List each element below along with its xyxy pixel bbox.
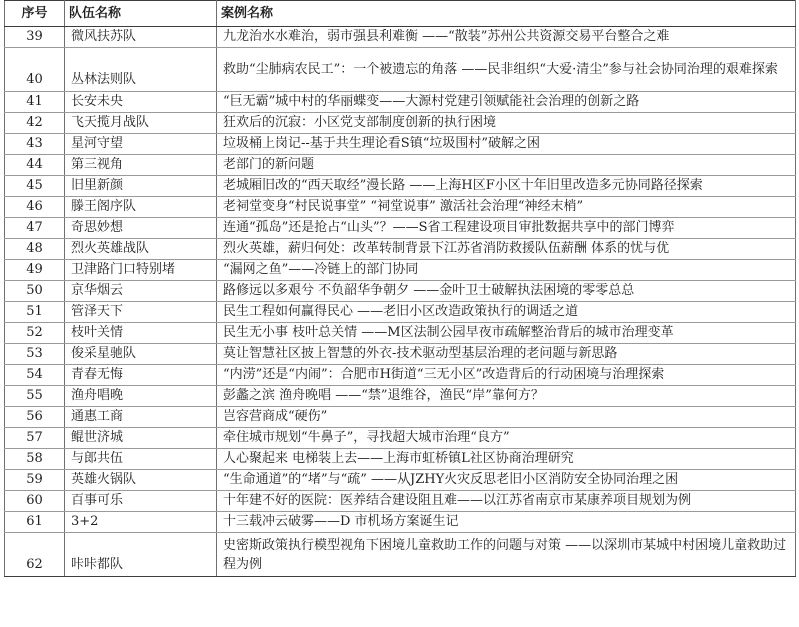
table-row: [5, 323, 796, 344]
table-row: [5, 386, 796, 407]
row-case-name: 老城厢旧改的“西天取经”漫长路 ——上海H区F小区十年旧里改造多元协同路径探索: [217, 176, 796, 197]
row-case-name: “漏网之鱼”——冷链上的部门协同: [217, 260, 796, 281]
table-row: [5, 407, 796, 428]
row-team-name: 百事可乐: [65, 491, 217, 512]
table-row: [5, 470, 796, 491]
row-number: 50: [5, 281, 65, 302]
row-number: 57: [5, 428, 65, 449]
row-number: 45: [5, 176, 65, 197]
row-case-name: 彭蠡之滨 渔舟晚唱 ——“禁”退维谷，渔民“岸”靠何方？: [217, 386, 796, 407]
row-team-name: 飞天揽月战队: [65, 113, 217, 134]
row-number: 44: [5, 155, 65, 176]
row-team-name: 星河守望: [65, 134, 217, 155]
row-team-name: 咔咔都队: [65, 533, 217, 577]
row-case-name: “生命通道”的“堵”与“疏” ——从JZHY火灾反思老旧小区消防安全协同治理之困: [217, 470, 796, 491]
table-body: [5, 27, 796, 577]
row-number: 42: [5, 113, 65, 134]
table-row: [5, 491, 796, 512]
table-row: [5, 281, 796, 302]
row-case-name: 人心聚起来 电梯装上去——上海市虹桥镇L社区协商治理研究: [217, 449, 796, 470]
table-row: [5, 48, 796, 92]
row-team-name: 第三视角: [65, 155, 217, 176]
row-number: 52: [5, 323, 65, 344]
row-number: 54: [5, 365, 65, 386]
row-team-name: 烈火英雄战队: [65, 239, 217, 260]
row-team-name: 卫津路门口特别堵: [65, 260, 217, 281]
table-row: [5, 533, 796, 577]
row-number: 59: [5, 470, 65, 491]
row-case-name: 民生无小事 枝叶总关情 ——M区法制公园早夜市疏解整治背后的城市治理变革: [217, 323, 796, 344]
row-team-name: 旧里新颜: [65, 176, 217, 197]
table-row: [5, 218, 796, 239]
row-number: 61: [5, 512, 65, 533]
table-row: [5, 92, 796, 113]
row-case-name: 史密斯政策执行模型视角下困境儿童救助工作的问题与对策 ——以深圳市某城中村困境儿童救助过程为例: [217, 533, 796, 577]
row-number: 58: [5, 449, 65, 470]
table-row: [5, 302, 796, 323]
table-row: [5, 428, 796, 449]
row-team-name: 鲲世济城: [65, 428, 217, 449]
table-row: [5, 260, 796, 281]
table-row: [5, 113, 796, 134]
row-number: 56: [5, 407, 65, 428]
row-number: 51: [5, 302, 65, 323]
row-case-name: “内涝”还是“内闹”：合肥市H街道“三无小区”改造背后的行动困境与治理探索: [217, 365, 796, 386]
row-number: 43: [5, 134, 65, 155]
row-number: 40: [5, 48, 65, 92]
table-row: [5, 512, 796, 533]
row-number: 53: [5, 344, 65, 365]
row-team-name: 奇思妙想: [65, 218, 217, 239]
row-case-name: “巨无霸”城中村的华丽蝶变——大源村党建引领赋能社会治理的创新之路: [217, 92, 796, 113]
row-team-name: 与郎共伍: [65, 449, 217, 470]
table-row: [5, 344, 796, 365]
row-team-name: 青春无悔: [65, 365, 217, 386]
row-case-name: 九龙治水水难治，弱市强县利难衡 ——“散装”苏州公共资源交易平台整合之难: [217, 27, 796, 48]
table-row: [5, 365, 796, 386]
row-case-name: 十三载冲云破雾——D 市机场方案诞生记: [217, 512, 796, 533]
table-row: [5, 176, 796, 197]
row-case-name: 莫让智慧社区披上智慧的外衣-技术驱动型基层治理的老问题与新思路: [217, 344, 796, 365]
row-case-name: 狂欢后的沉寂：小区党支部制度创新的执行困境: [217, 113, 796, 134]
row-number: 55: [5, 386, 65, 407]
row-team-name: 英雄火锅队: [65, 470, 217, 491]
header-row: [5, 1, 796, 27]
row-team-name: 长安未央: [65, 92, 217, 113]
table-row: [5, 449, 796, 470]
row-number: 46: [5, 197, 65, 218]
table-header: [5, 1, 796, 27]
table-row: [5, 27, 796, 48]
table-row: [5, 155, 796, 176]
header-number: 序号: [5, 1, 65, 27]
row-team-name: 3+2: [65, 512, 217, 533]
row-team-name: 渔舟唱晚: [65, 386, 217, 407]
row-team-name: 丛林法则队: [65, 48, 217, 92]
row-number: 48: [5, 239, 65, 260]
row-team-name: 管泽天下: [65, 302, 217, 323]
row-case-name: 民生工程如何赢得民心 ——老旧小区改造政策执行的调适之道: [217, 302, 796, 323]
case-list-table: [4, 0, 796, 577]
row-case-name: 牵住城市规划“牛鼻子”，寻找超大城市治理“良方”: [217, 428, 796, 449]
row-case-name: 老祠堂变身“村民说事堂” “祠堂说事” 激活社会治理“神经末梢”: [217, 197, 796, 218]
row-number: 60: [5, 491, 65, 512]
row-number: 39: [5, 27, 65, 48]
table-row: [5, 239, 796, 260]
table-row: [5, 134, 796, 155]
row-case-name: 连通“孤岛”还是抢占“山头”？——S省工程建设项目审批数据共享中的部门博弈: [217, 218, 796, 239]
row-case-name: 垃圾桶上岗记--基于共生理论看S镇“垃圾围村”破解之困: [217, 134, 796, 155]
row-case-name: 烈火英雄，薪归何处：改革转制背景下江苏省消防救援队伍薪酬 体系的忧与优: [217, 239, 796, 260]
row-case-name: 路修远以多艰兮 不负韶华争朝夕 ——金叶卫士破解执法困境的零零总总: [217, 281, 796, 302]
row-case-name: 救助“尘肺病农民工”：一个被遗忘的角落 ——民非组织“大爱·清尘”参与社会协同治理的艰难探索: [217, 48, 796, 92]
row-team-name: 滕王阁序队: [65, 197, 217, 218]
row-number: 41: [5, 92, 65, 113]
row-team-name: 通惠工商: [65, 407, 217, 428]
row-team-name: 微风扶苏队: [65, 27, 217, 48]
row-team-name: 枝叶关情: [65, 323, 217, 344]
row-number: 62: [5, 533, 65, 577]
row-team-name: 京华烟云: [65, 281, 217, 302]
header-case-name: 案例名称: [217, 1, 796, 27]
row-team-name: 俊采星驰队: [65, 344, 217, 365]
row-number: 47: [5, 218, 65, 239]
row-case-name: 岂容营商成“硬伤”: [217, 407, 796, 428]
header-team-name: 队伍名称: [65, 1, 217, 27]
row-number: 49: [5, 260, 65, 281]
row-case-name: 老部门的新问题: [217, 155, 796, 176]
row-case-name: 十年建不好的医院：医养结合建设阻且难——以江苏省南京市某康养项目规划为例: [217, 491, 796, 512]
table-row: [5, 197, 796, 218]
